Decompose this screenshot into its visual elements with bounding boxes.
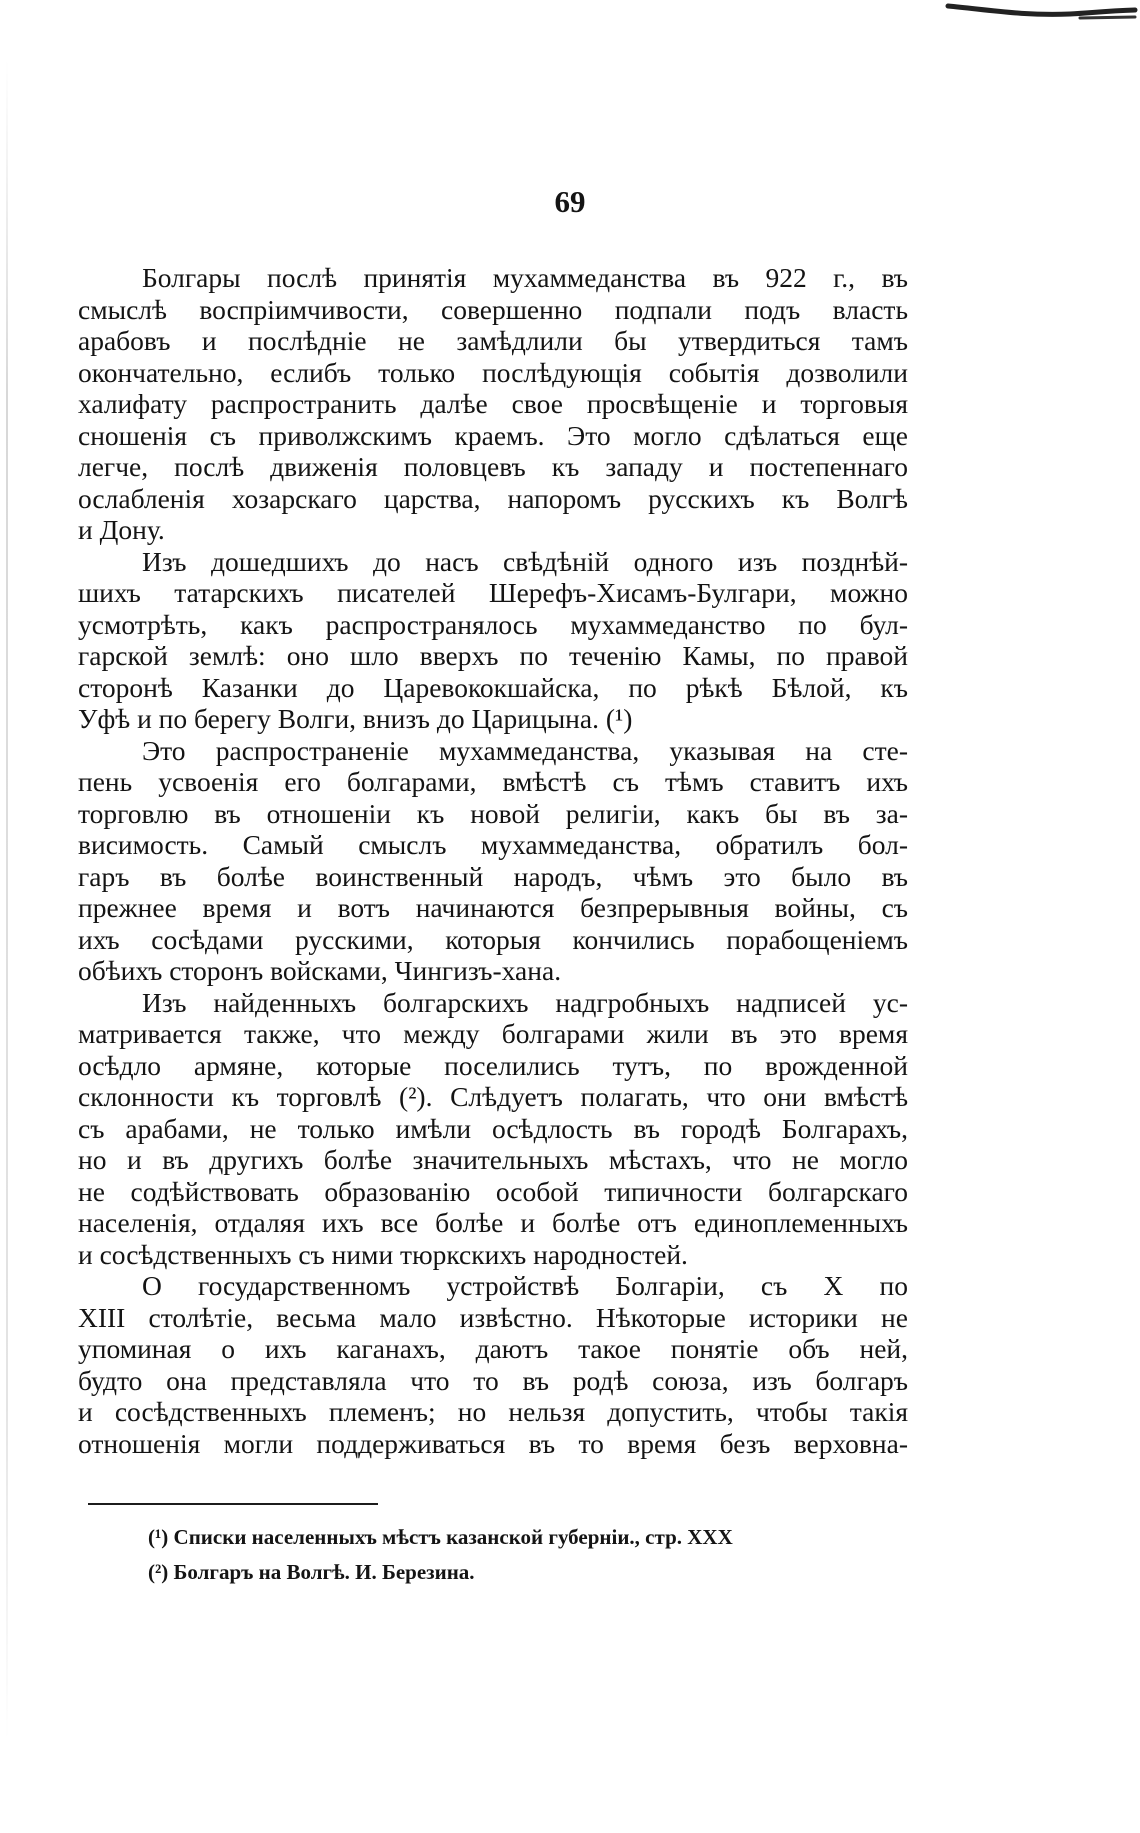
- text-line: торговлю въ отношеніи къ новой религіи, какъ бы въ за-: [78, 797, 908, 829]
- text-line: съ арабами, не только имѣли осѣдлость въ городѣ Болгарахъ,: [78, 1112, 908, 1144]
- text-line: Это распространеніе мухаммеданства, указывая на сте-: [142, 734, 908, 766]
- text-line: обѣихъ сторонъ войсками, Чингизъ-хана.: [78, 955, 562, 986]
- text-line: шихъ татарскихъ писателей Шерефъ-Хисамъ-Булгари, можно: [78, 577, 908, 608]
- body-text: [78, 262, 908, 1459]
- text-line: гаръ въ болѣе воинственный народъ, чѣмъ это было въ: [78, 860, 908, 892]
- text-line: сношенія съ приволжскимъ краемъ. Это могло сдѣлаться еще: [78, 419, 908, 451]
- text-line: легче, послѣ движенія половцевъ къ западу и постепеннаго: [78, 451, 908, 482]
- text-line: пень усвоенія его болгарами, вмѣстѣ съ тѣмъ ставитъ ихъ: [78, 766, 908, 797]
- text-line: осѣдло армяне, которые поселились тутъ, по врожденной: [78, 1049, 908, 1081]
- footnote-divider: [88, 1503, 378, 1505]
- text-line: сторонѣ Казанки до Царевококшайска, по рѣкѣ Бѣлой, къ: [78, 671, 908, 703]
- scan-edge-mark: [930, 0, 1140, 30]
- text-line: отношенія могли поддерживаться въ то время безъ верховна-: [78, 1427, 908, 1459]
- page-edge-shadow: [6, 60, 8, 1740]
- text-line: склонности къ торговлѣ (²). Слѣдуетъ полагать, что они вмѣстѣ: [78, 1081, 908, 1112]
- text-line: Изъ дошедшихъ до насъ свѣдѣній одного изъ позднѣй-: [142, 545, 908, 577]
- text-line: халифату распространить далѣе свое просвѣщеніе и торговыя: [78, 388, 908, 419]
- footnote-1: (¹) Списки населенныхъ мѣстъ казанской губерніи., стр. XXX: [148, 1525, 733, 1549]
- text-line: и сосѣдственныхъ племенъ; но нельзя допустить, чтобы такія: [78, 1396, 908, 1427]
- text-line: висимость. Самый смыслъ мухаммеданства, обратилъ бол-: [78, 829, 908, 860]
- text-line: смыслѣ воспріимчивости, совершенно подпали подъ власть: [78, 293, 908, 325]
- text-line: не содѣйствовать образованію особой типичности болгарскаго: [78, 1175, 908, 1207]
- text-line: ослабленія хозарскаго царства, напоромъ русскихъ къ Волгѣ: [78, 482, 908, 514]
- footnote-2: (²) Болгаръ на Волгѣ. И. Березина.: [148, 1560, 475, 1584]
- text-line: окончательно, еслибъ только послѣдующія событія дозволили: [78, 356, 908, 388]
- text-line: будто она представляла что то въ родѣ союза, изъ болгаръ: [78, 1364, 908, 1396]
- text-line: Болгары послѣ принятія мухаммеданства въ 922 г., въ: [142, 262, 908, 293]
- text-line: гарской землѣ: оно шло вверхъ по теченію Камы, по правой: [78, 640, 908, 671]
- text-line: XIII столѣтіе, весьма мало извѣстно. Нѣкоторые историки не: [78, 1301, 908, 1333]
- text-line: матривается также, что между болгарами жили въ это время: [78, 1018, 908, 1049]
- text-line: и Дону.: [78, 514, 165, 545]
- footnotes: [148, 1520, 868, 1590]
- text-line: населенія, отдаляя ихъ все болѣе и болѣе отъ единоплеменныхъ: [78, 1207, 908, 1238]
- text-line: упоминая о ихъ каганахъ, даютъ такое понятіе объ ней,: [78, 1333, 908, 1364]
- text-line: прежнее время и вотъ начинаются безпрерывныя войны, съ: [78, 892, 908, 923]
- text-line: ихъ сосѣдами русскими, которыя кончились порабощеніемъ: [78, 923, 908, 955]
- text-line: О государственномъ устройствѣ Болгаріи, съ X по: [142, 1270, 908, 1301]
- page-number: 69: [554, 184, 586, 219]
- text-line: арабовъ и послѣдніе не замѣдлили бы утвердиться тамъ: [78, 325, 908, 356]
- text-line: усмотрѣть, какъ распространялось мухаммеданство по бул-: [78, 608, 908, 640]
- text-line: но и въ другихъ болѣе значительныхъ мѣстахъ, что не могло: [78, 1144, 908, 1175]
- text-line: Уфѣ и по берегу Волги, внизъ до Царицына. (¹): [78, 703, 633, 734]
- text-line: и сосѣдственныхъ съ ними тюркскихъ народностей.: [78, 1238, 688, 1270]
- text-line: Изъ найденныхъ болгарскихъ надгробныхъ надписей ус-: [142, 986, 908, 1018]
